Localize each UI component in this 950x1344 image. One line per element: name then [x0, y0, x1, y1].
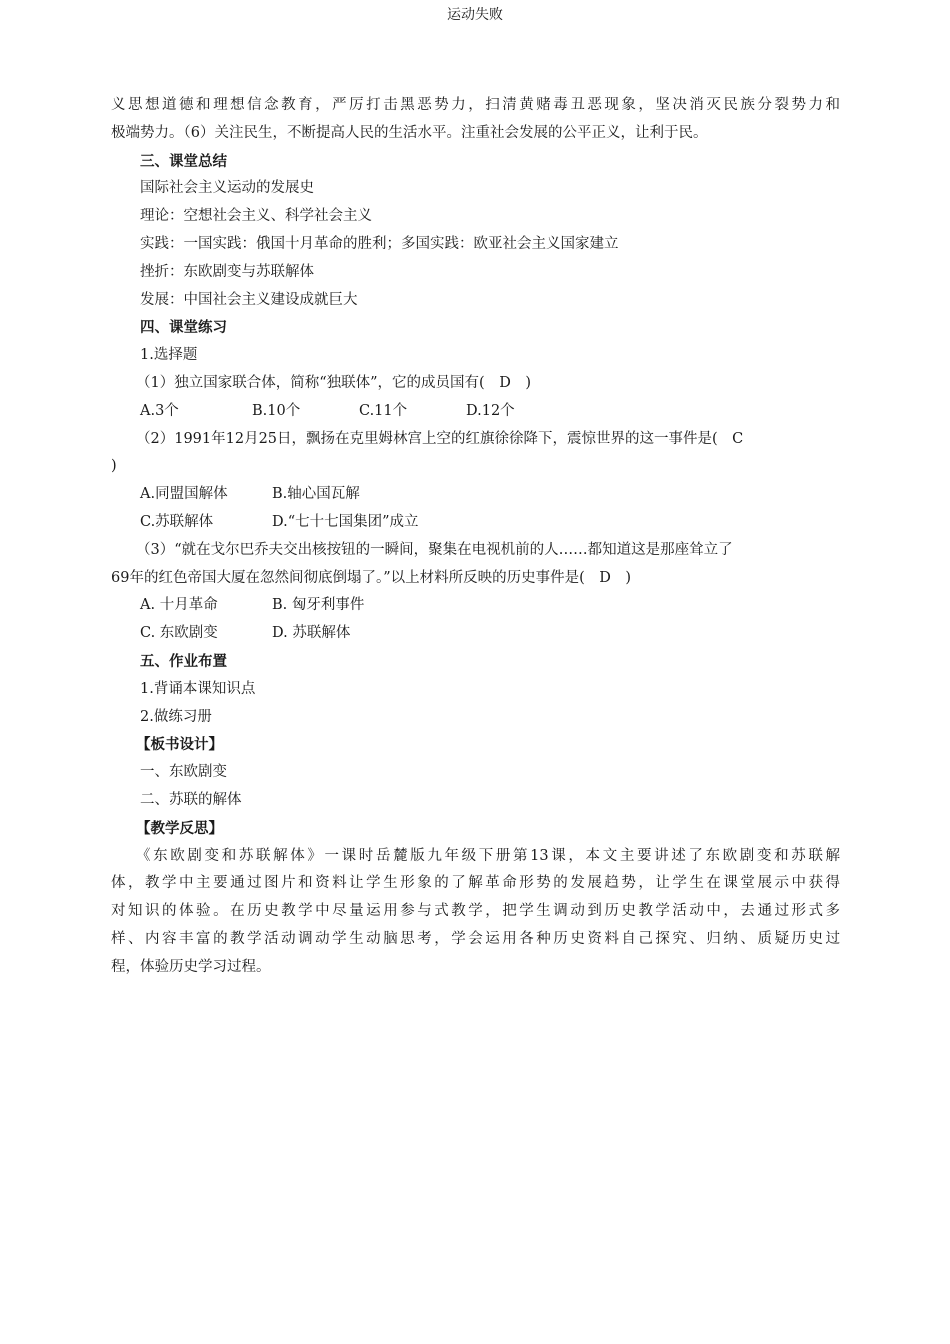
page-header: 运动失败: [447, 7, 503, 23]
homework-item: 1.背诵本课知识点: [140, 680, 256, 697]
option-d: D.“七十七国集团”成立: [272, 513, 419, 530]
question-2-stem-cont: ): [111, 458, 117, 475]
summary-line: 国际社会主义运动的发展史: [140, 180, 314, 197]
question-2-options-row1: [111, 481, 840, 509]
practice-subheading: 1.选择题: [140, 347, 198, 364]
question-3-stem-cont: 69年的红色帝国大厦在忽然间彻底倒塌了。”以上材料所反映的历史事件是( D ): [111, 569, 632, 586]
reflection-line: 体，教学中主要通过图片和资料让学生形象的了解革命形势的发展趋势，让学生在课堂展示中获得: [111, 875, 840, 892]
reflection-line: 程，体验历史学习过程。: [111, 958, 271, 975]
summary-line: 挫折：东欧剧变与苏联解体: [140, 263, 314, 280]
section-heading-reflection: 【教学反思】: [136, 819, 223, 837]
option-b: B. 匈牙利事件: [272, 597, 365, 614]
question-3-options-row2: [111, 620, 840, 648]
question-3-stem: （3）“就在戈尔巴乔夫交出核按钮的一瞬间，聚集在电视机前的人……都知道这是那座耸立了: [136, 541, 733, 558]
reflection-line: 《东欧剧变和苏联解体》一课时岳麓版九年级下册第13课，本文主要讲述了东欧剧变和苏联解: [136, 847, 840, 864]
summary-line: 理论：空想社会主义、科学社会主义: [140, 208, 372, 225]
reflection-line: 对知识的体验。在历史教学中尽量运用参与式教学，把学生调动到历史教学活动中，去通过形式多: [111, 903, 840, 920]
option-a: A. 十月革命: [140, 597, 218, 614]
section-heading-board: 【板书设计】: [136, 736, 223, 754]
option-c: C. 东欧剧变: [140, 625, 218, 642]
summary-line: 实践：一国实践：俄国十月革命的胜利；多国实践：欧亚社会主义国家建立: [140, 235, 619, 252]
option-c: C.苏联解体: [140, 513, 214, 530]
option-a: A.同盟国解体: [140, 486, 228, 503]
question-2-options-row2: [111, 509, 840, 537]
board-item: 一、东欧剧变: [140, 764, 227, 781]
summary-line: 发展：中国社会主义建设成就巨大: [140, 291, 358, 308]
question-1-stem: （1）独立国家联合体，简称“独联体”，它的成员国有( D ): [136, 374, 531, 391]
option-c: C.11个: [359, 402, 408, 419]
option-b: B.10个: [252, 402, 301, 419]
document-body: [111, 92, 840, 982]
option-a: A.3个: [140, 402, 179, 419]
paragraph-line: 极端势力。（6）关注民生，不断提高人民的生活水平。注重社会发展的公平正义，让利于民。: [111, 124, 708, 141]
option-b: B.轴心国瓦解: [272, 486, 360, 503]
question-3-options-row1: [111, 592, 840, 620]
option-d: D.12个: [466, 402, 515, 419]
section-heading-practice: 四、课堂练习: [140, 319, 227, 337]
question-2-stem: （2）1991年12月25日，飘扬在克里姆林宫上空的红旗徐徐降下，震惊世界的这一事件是( C: [136, 430, 744, 447]
paragraph-line: 义思想道德和理想信念教育，严厉打击黑恶势力，扫清黄赌毒丑恶现象，坚决消灭民族分裂势力和: [111, 97, 840, 113]
board-item: 二、苏联的解体: [140, 791, 242, 808]
section-heading-homework: 五、作业布置: [140, 652, 227, 670]
homework-item: 2.做练习册: [140, 708, 212, 725]
question-1-options: [111, 398, 840, 426]
option-d: D. 苏联解体: [272, 625, 351, 642]
reflection-line: 样、内容丰富的教学活动调动学生动脑思考，学会运用各种历史资料自己探究、归纳、质疑历史过: [111, 930, 840, 947]
section-heading-summary: 三、课堂总结: [140, 152, 227, 170]
